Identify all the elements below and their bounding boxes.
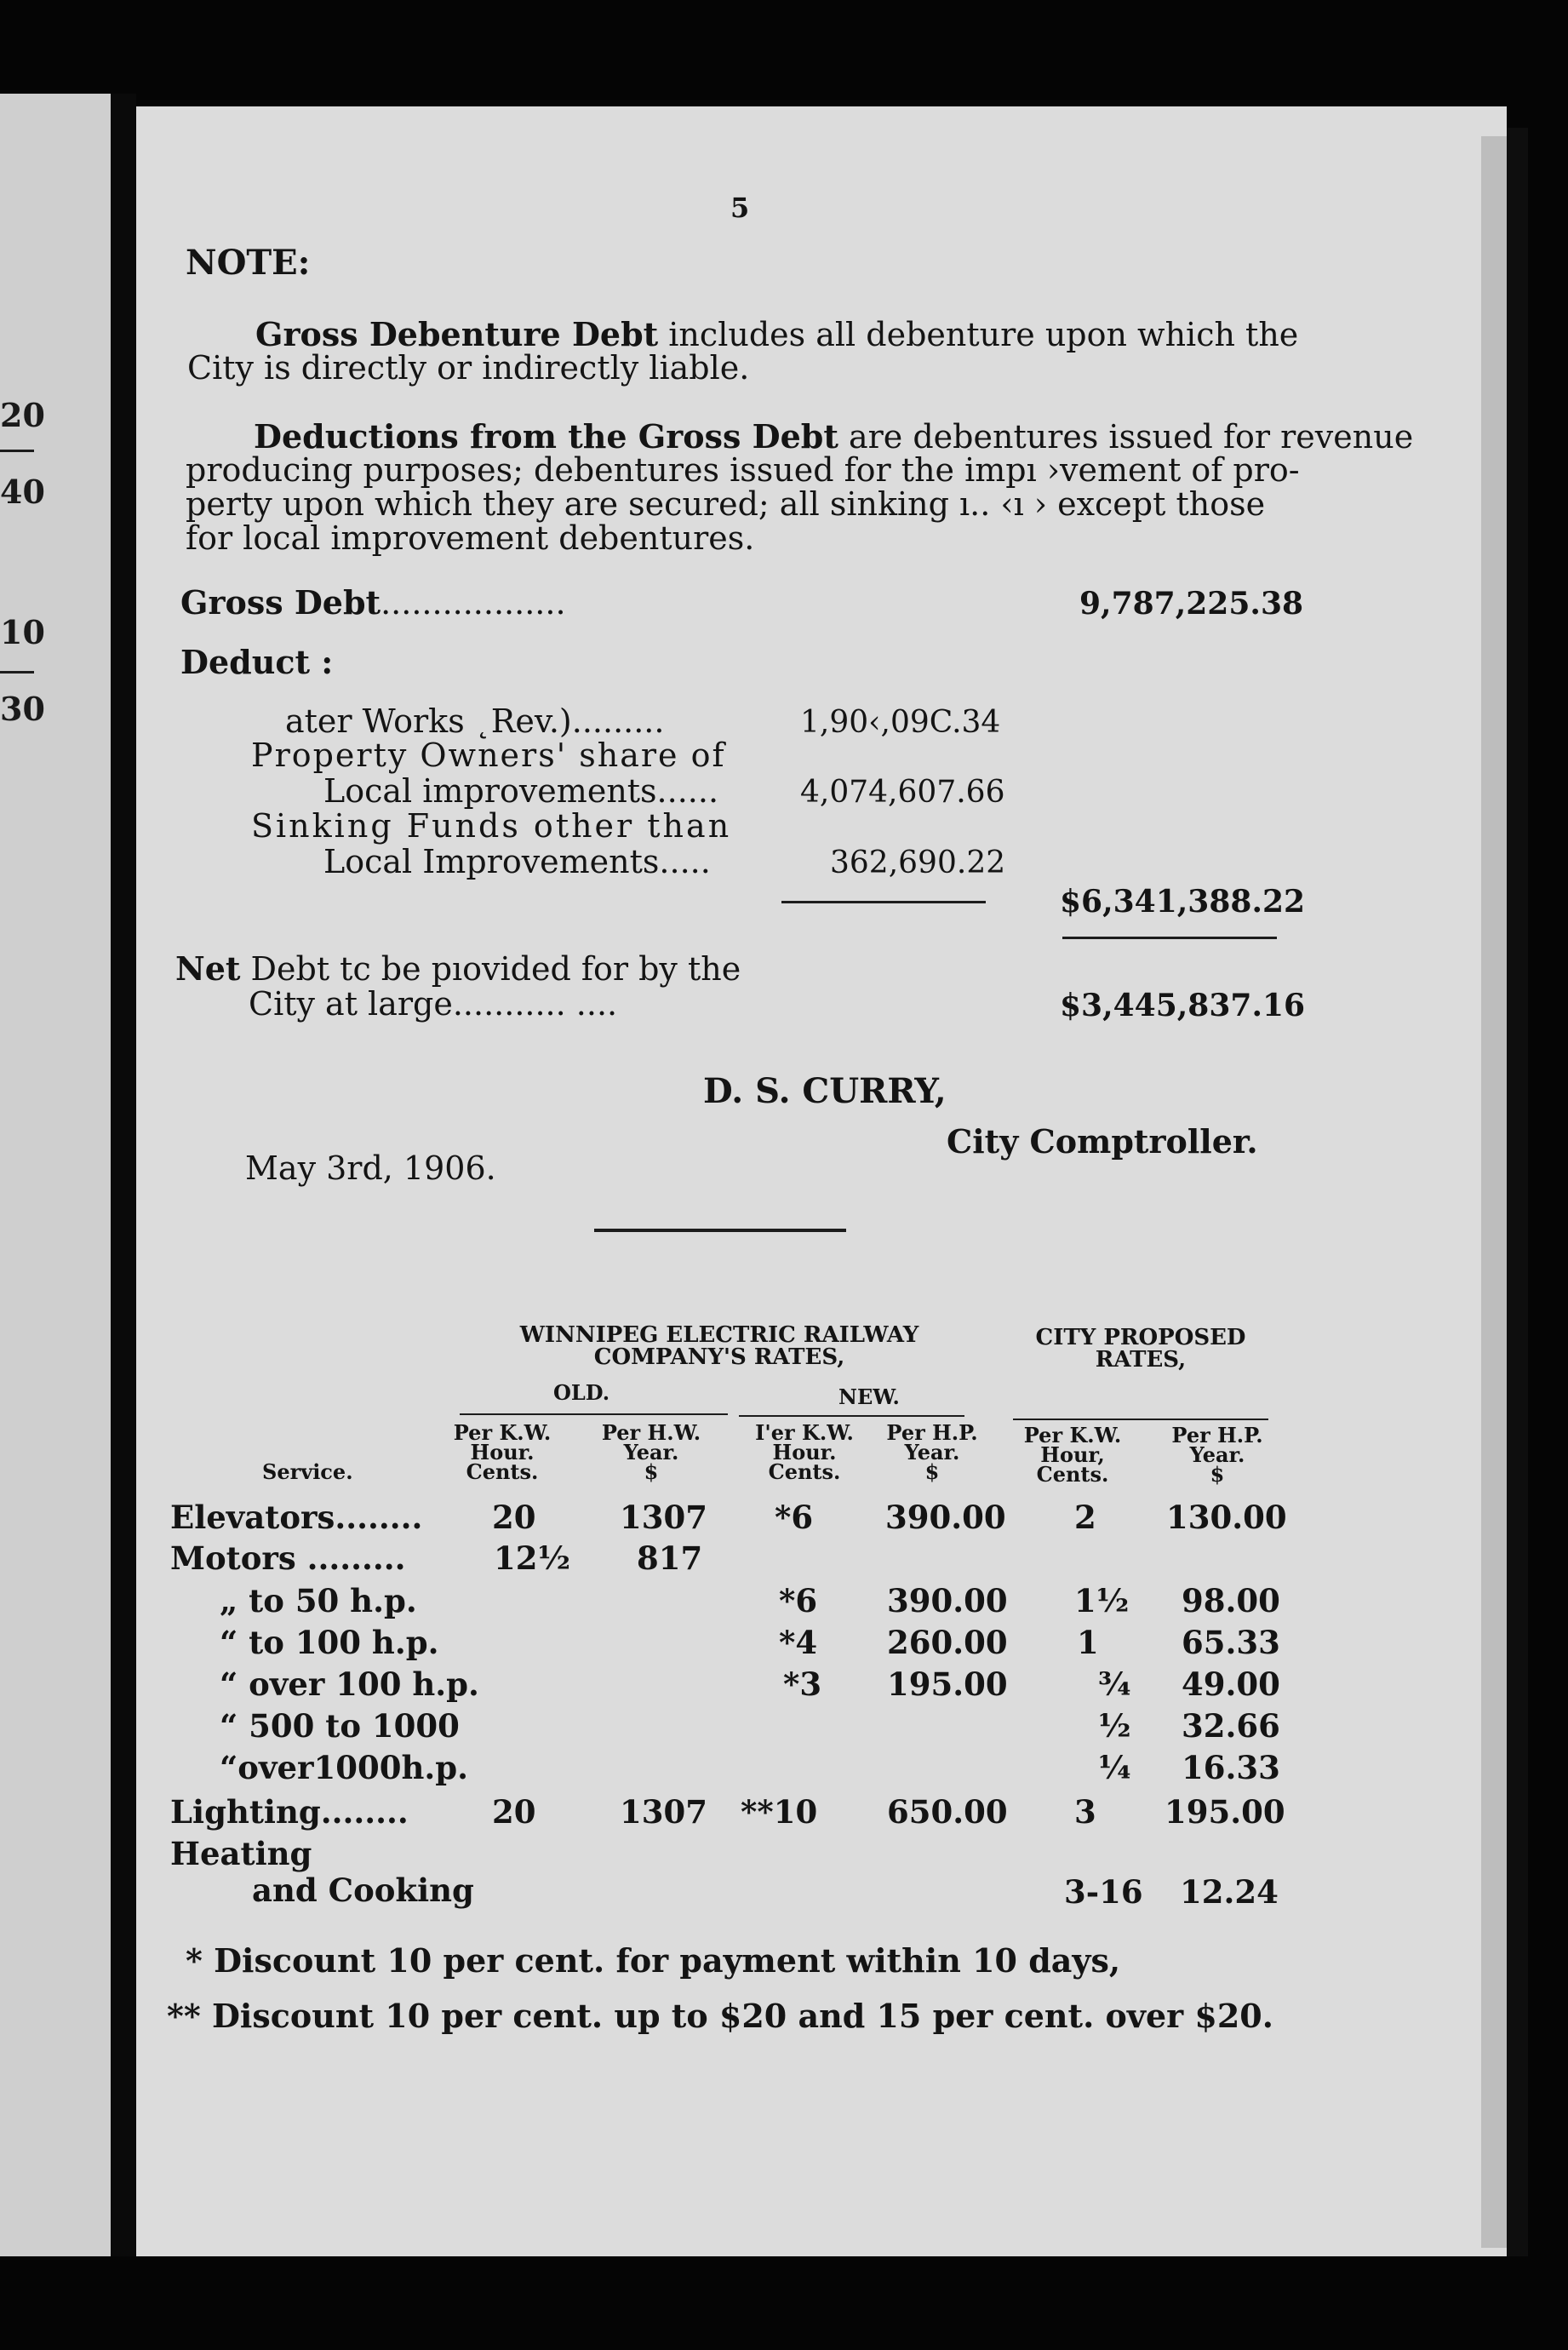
table-cell: 16.33 xyxy=(1182,1749,1280,1786)
table-cell: 32.66 xyxy=(1182,1707,1280,1745)
table-cell: 260.00 xyxy=(887,1624,1008,1661)
column-header-line: Hour. xyxy=(772,1439,837,1464)
table-cell: ½ xyxy=(1098,1707,1131,1745)
table-cell: 20 xyxy=(492,1499,536,1536)
left-edge-rule xyxy=(0,671,34,673)
table-cell: 98.00 xyxy=(1182,1582,1280,1619)
old-bracket xyxy=(460,1413,728,1415)
column-header-line: Per H.P. xyxy=(1171,1423,1263,1447)
table-cell: 817 xyxy=(637,1539,703,1577)
table-row-service: Motors ......... xyxy=(170,1539,406,1577)
net-debt-label-line: City at large........... .... xyxy=(249,985,618,1023)
table-cell: **10 xyxy=(741,1793,818,1831)
table-cell: 65.33 xyxy=(1182,1624,1280,1661)
column-header-line: Year. xyxy=(623,1439,679,1464)
deduction-water-works-value: 1,90‹,09C.34 xyxy=(800,705,1001,740)
table-cell: *4 xyxy=(779,1624,818,1661)
table-cell: 49.00 xyxy=(1182,1665,1280,1703)
note-paragraph-1-line: City is directly or indirectly liable. xyxy=(187,349,750,387)
column-header xyxy=(745,1420,864,1484)
deductions-total: $6,341,388.22 xyxy=(1060,884,1306,920)
note-paragraph-2-line: perty upon which they are secured; all sinking ı.. ‹ı › except those xyxy=(186,485,1266,523)
column-header-line: Hour. xyxy=(470,1439,535,1464)
table-cell: 3-16 xyxy=(1064,1873,1143,1911)
new-bracket xyxy=(739,1415,964,1417)
column-header xyxy=(1158,1423,1277,1487)
note-text: are debentures issued for revenue xyxy=(838,418,1414,456)
table-row-service: and Cooking xyxy=(252,1871,474,1909)
column-header xyxy=(443,1420,562,1484)
city-rates-header xyxy=(1004,1327,1277,1371)
gross-debt-label xyxy=(180,583,566,622)
deduct-label: Deduct : xyxy=(180,643,334,681)
deduction-property-owners: Property Owners' share of xyxy=(251,737,726,774)
table-cell: 1307 xyxy=(620,1793,707,1831)
table-row-service: „ to 50 h.p. xyxy=(220,1582,417,1619)
table-cell: 20 xyxy=(492,1793,536,1831)
leader-dots: .................. xyxy=(381,584,566,622)
table-row-service: “ 500 to 1000 xyxy=(220,1707,460,1745)
table-cell: *6 xyxy=(779,1582,818,1619)
page-number: 5 xyxy=(730,192,750,224)
gross-debt-value: 9,787,225.38 xyxy=(1079,586,1304,622)
table-row-service: “ to 100 h.p. xyxy=(220,1624,439,1661)
table-cell: 1 xyxy=(1077,1624,1099,1661)
table-cell: 195.00 xyxy=(1165,1793,1285,1831)
table-row-service: Elevators........ xyxy=(170,1499,423,1536)
footnote-single-asterisk: * Discount 10 per cent. for payment within 10 days, xyxy=(186,1941,1121,1980)
new-rates-label: NEW. xyxy=(838,1384,900,1409)
left-edge-rule xyxy=(0,450,34,452)
left-edge-number: 10 xyxy=(0,613,45,651)
table-cell: 1½ xyxy=(1074,1582,1130,1619)
table-cell: 390.00 xyxy=(885,1499,1006,1536)
column-header-line: Per K.W. xyxy=(453,1420,552,1445)
term-deductions: Deductions from the Gross Debt xyxy=(254,417,838,456)
table-row-service: “over1000h.p. xyxy=(220,1749,469,1786)
column-header-line: Year. xyxy=(904,1439,960,1464)
section-divider xyxy=(594,1229,846,1232)
table-cell: 12.24 xyxy=(1180,1873,1279,1911)
table-cell: 3 xyxy=(1074,1793,1096,1831)
footnote-double-asterisk: ** Discount 10 per cent. up to $20 and 15 per cent. over $20. xyxy=(167,1997,1273,2035)
city-rates-header-line: CITY PROPOSED xyxy=(1035,1325,1246,1350)
note-heading: NOTE: xyxy=(186,243,311,283)
table-row-service: “ over 100 h.p. xyxy=(220,1665,479,1703)
statement-date: May 3rd, 1906. xyxy=(245,1149,496,1187)
table-cell: 130.00 xyxy=(1166,1499,1287,1536)
service-header: Service. xyxy=(262,1459,353,1484)
table-cell: *3 xyxy=(783,1665,822,1703)
column-header-line: I'er K.W. xyxy=(755,1420,854,1445)
net-text: Net xyxy=(175,949,241,988)
signatory-title: City Comptroller. xyxy=(947,1122,1258,1161)
column-header xyxy=(592,1420,711,1484)
deduction-property-owners-value: 4,074,607.66 xyxy=(800,775,1005,810)
column-header-line: Per K.W. xyxy=(1023,1423,1122,1447)
deduction-sinking-funds-value: 362,690.22 xyxy=(830,845,1006,880)
signatory-name: D. S. CURRY, xyxy=(703,1071,947,1111)
table-cell: 195.00 xyxy=(887,1665,1008,1703)
column-header-line: Per H.P. xyxy=(886,1420,978,1445)
column-header-line: $ xyxy=(1210,1461,1225,1487)
left-edge-number: 30 xyxy=(0,690,45,728)
subtotal-rule xyxy=(781,901,986,903)
net-debt-value: $3,445,837.16 xyxy=(1060,988,1306,1023)
note-paragraph-2-line: producing purposes; debentures issued for the impı ›vement of pro- xyxy=(186,451,1300,489)
table-cell: 390.00 xyxy=(887,1582,1008,1619)
column-header-line: Cents. xyxy=(1036,1461,1109,1487)
column-header xyxy=(1013,1423,1132,1487)
gross-debt-text: Gross Debt xyxy=(180,583,381,622)
table-cell: ¾ xyxy=(1098,1665,1131,1703)
left-edge-number: 20 xyxy=(0,396,45,434)
deduction-water-works: ater Works ˛Rev.)......... xyxy=(285,702,665,740)
table-cell: 12½ xyxy=(494,1539,571,1577)
column-header-line: Hour, xyxy=(1040,1442,1105,1467)
total-rule xyxy=(1062,937,1277,939)
column-header-line: Cents. xyxy=(768,1459,841,1484)
table-cell: 650.00 xyxy=(887,1793,1008,1831)
deduction-sinking-funds: Sinking Funds other than xyxy=(251,807,732,845)
column-header-line: $ xyxy=(924,1459,940,1484)
note-text: includes all debenture upon which the xyxy=(658,316,1299,353)
term-gross-debenture-debt: Gross Debenture Debt xyxy=(255,315,659,353)
company-rates-header-line: WINNIPEG ELECTRIC RAILWAY xyxy=(519,1322,919,1348)
city-bracket xyxy=(1013,1419,1268,1420)
net-debt-label xyxy=(175,949,741,988)
table-row-service: Lighting........ xyxy=(170,1793,409,1831)
deduction-sinking-funds-line: Local Improvements..... xyxy=(323,843,711,880)
column-header xyxy=(873,1420,992,1484)
company-rates-header-line: COMPANY'S RATES, xyxy=(593,1344,845,1370)
note-paragraph-1 xyxy=(255,315,1298,353)
company-rates-header xyxy=(477,1324,962,1368)
column-header-line: Cents. xyxy=(466,1459,539,1484)
column-header-line: Per H.W. xyxy=(601,1420,701,1445)
table-cell: *6 xyxy=(775,1499,814,1536)
table-cell: ¼ xyxy=(1098,1749,1131,1786)
city-rates-header-line: RATES, xyxy=(1095,1347,1187,1373)
old-rates-label: OLD. xyxy=(553,1380,610,1405)
note-paragraph-2 xyxy=(254,417,1413,456)
column-header-line: Year. xyxy=(1189,1442,1245,1467)
net-debt-text: Debt tc be pıovided for by the xyxy=(240,950,741,988)
column-header-line: $ xyxy=(644,1459,659,1484)
deduction-property-owners-line: Local improvements...... xyxy=(323,772,719,810)
table-row-service: Heating xyxy=(170,1835,312,1872)
left-edge-number: 40 xyxy=(0,473,45,511)
table-cell: 1307 xyxy=(620,1499,707,1536)
table-cell: 2 xyxy=(1074,1499,1096,1536)
note-paragraph-2-line: for local improvement debentures. xyxy=(186,519,755,557)
